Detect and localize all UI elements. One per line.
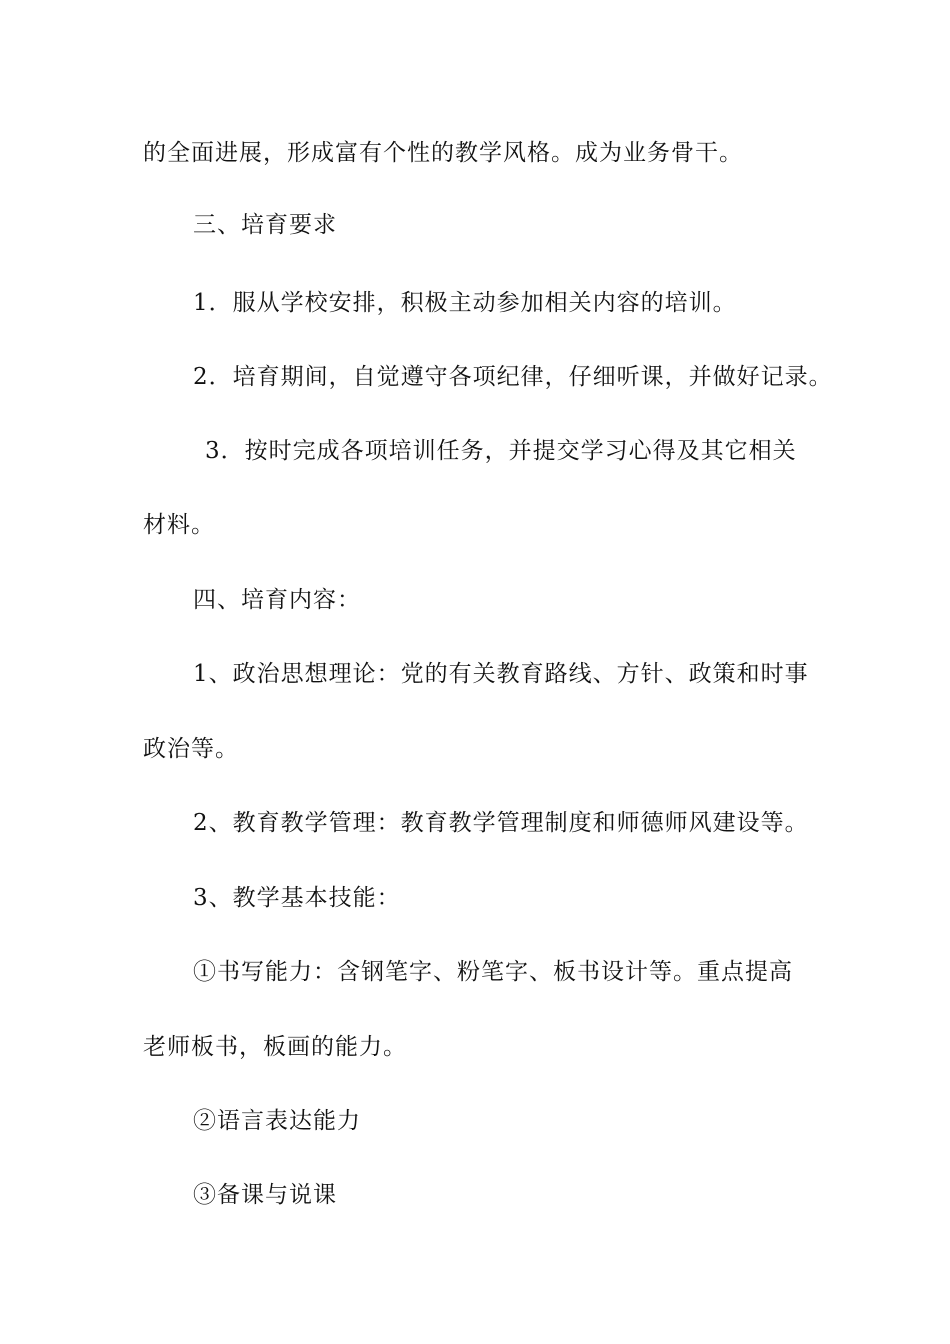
skill-item-1: ①书写能力：含钢笔字、粉笔字、板书设计等。重点提高 xyxy=(193,959,793,985)
paragraph-continuation: 的全面进展，形成富有个性的教学风格。成为业务骨干。 xyxy=(143,140,743,166)
skill-item-1-continuation: 老师板书，板画的能力。 xyxy=(143,1034,407,1060)
content-item-2: 2、教育教学管理：教育教学管理制度和师德师风建设等。 xyxy=(193,810,809,836)
skill-item-2: ②语言表达能力 xyxy=(193,1108,361,1134)
content-item-1: 1、政治思想理论：党的有关教育路线、方针、政策和时事 xyxy=(193,661,809,687)
section-heading-contents: 四、培育内容： xyxy=(193,587,361,613)
content-item-1-continuation: 政治等。 xyxy=(143,736,239,762)
section-heading-requirements: 三、培育要求 xyxy=(193,212,337,238)
requirement-item-3: 3．按时完成各项培训任务，并提交学习心得及其它相关 xyxy=(205,438,797,464)
content-item-3: 3、教学基本技能： xyxy=(193,885,401,911)
requirement-item-3-continuation: 材料。 xyxy=(143,512,215,538)
requirement-item-2: 2．培育期间，自觉遵守各项纪律，仔细听课，并做好记录。 xyxy=(193,364,833,390)
skill-item-3: ③备课与说课 xyxy=(193,1182,337,1208)
requirement-item-1: 1．服从学校安排，积极主动参加相关内容的培训。 xyxy=(193,290,737,316)
